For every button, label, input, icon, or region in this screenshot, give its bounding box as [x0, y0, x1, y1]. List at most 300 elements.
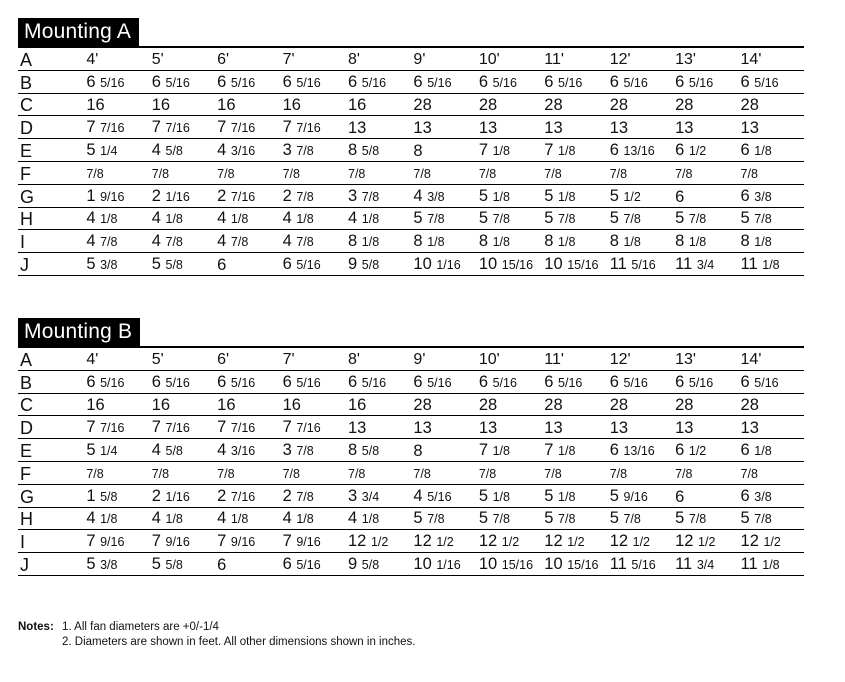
table-cell: 10 15/16: [544, 254, 599, 273]
table-cell: 6 5/16: [151, 372, 190, 391]
table-cell: 13: [544, 419, 563, 438]
fraction: 7/8: [754, 512, 772, 527]
fraction: 1/8: [492, 489, 510, 504]
table-cell: 3 3/4: [348, 486, 380, 505]
header-cell: 7': [282, 50, 295, 68]
fraction: 7/8: [478, 166, 497, 181]
table-cell: 2 7/16: [217, 486, 256, 505]
table-cell: 13: [740, 119, 759, 138]
fraction: 15/16: [567, 257, 599, 272]
table-cell: 28: [675, 396, 694, 415]
header-cell: 5': [151, 50, 164, 68]
fraction: 3/4: [696, 557, 715, 572]
table-cell: 8 1/8: [348, 232, 380, 251]
table-row: [18, 553, 804, 576]
table-row: [18, 371, 804, 394]
fraction: 7/8: [740, 466, 758, 481]
table-cell: 13: [740, 419, 759, 438]
table-cell: 28: [544, 96, 563, 115]
fraction: 3/8: [100, 257, 118, 272]
table-cell: 4 1/8: [151, 509, 183, 528]
fraction: 1/8: [754, 235, 772, 250]
header-cell: 9': [413, 50, 426, 68]
table-cell: 13: [675, 419, 694, 438]
table-cell: 5 7/8: [675, 509, 707, 528]
table-cell: 6 5/16: [478, 372, 517, 391]
table-row: [18, 416, 804, 439]
table-row: [18, 116, 804, 139]
table-row: [18, 94, 804, 117]
table-cell: 6: [217, 255, 227, 274]
fraction: 7/8: [688, 212, 707, 227]
table-cell: 28: [413, 396, 432, 415]
fraction: 5/8: [361, 443, 380, 458]
fraction: 7/8: [296, 143, 314, 158]
fraction: 9/16: [296, 535, 321, 550]
table-cell: [150, 463, 215, 484]
table-cell: 12 1/2: [478, 532, 520, 551]
table-cell: 7 7/16: [151, 118, 190, 137]
notes-label: Notes:: [18, 621, 54, 633]
fraction: 7/8: [492, 512, 510, 527]
row-label: H: [20, 509, 33, 530]
fraction: 5/16: [361, 375, 387, 390]
table-cell: 6 5/16: [740, 72, 779, 91]
fraction: 7/8: [348, 466, 366, 481]
table-cell: [215, 463, 280, 484]
fraction: 1/8: [558, 443, 576, 458]
table-cell: 16: [348, 396, 367, 415]
row-label: D: [20, 418, 33, 439]
fraction: 5/8: [165, 257, 183, 272]
fraction: 7/8: [296, 235, 314, 250]
fraction: 7/8: [100, 235, 118, 250]
header-cell: 12': [609, 50, 631, 68]
table-cell: [542, 163, 607, 184]
table-cell: 6 5/16: [544, 372, 583, 391]
fraction: 1/8: [427, 235, 445, 250]
table-cell: 7 7/16: [282, 418, 321, 437]
fraction: 7/8: [282, 466, 300, 481]
table-cell: 16: [86, 96, 105, 115]
note-1: 1. All fan diameters are +0/-1/4: [62, 621, 219, 633]
fraction: 7/16: [230, 489, 256, 504]
fraction: 7/8: [86, 166, 104, 181]
table-cell: 6 5/16: [675, 72, 714, 91]
fraction: 5/16: [558, 375, 583, 390]
fraction: 3/4: [361, 489, 380, 504]
table-row: [18, 462, 804, 485]
row-label: A: [20, 49, 33, 70]
header-cell: 6': [217, 350, 230, 368]
table-cell: 16: [151, 96, 171, 115]
fraction: 5/16: [296, 557, 321, 572]
fraction: 1/8: [165, 512, 183, 527]
table-cell: 2 7/16: [217, 186, 256, 205]
fraction: 7/8: [296, 443, 314, 458]
table-cell: 16: [217, 96, 236, 115]
table-cell: 3 7/8: [282, 440, 314, 459]
fraction: 1/8: [754, 143, 772, 158]
header-cell: 7': [282, 350, 295, 368]
table-cell: 5 1/8: [544, 486, 576, 505]
table-cell: 5 1/4: [86, 140, 118, 159]
fraction: 7/8: [740, 166, 758, 181]
fraction: 1/4: [100, 443, 118, 458]
fraction: 5/16: [100, 375, 125, 390]
table-cell: 4 1/8: [348, 509, 380, 528]
table-cell: 6 5/16: [282, 554, 321, 573]
fraction: 7/8: [361, 189, 380, 204]
fraction: 3/8: [427, 189, 445, 204]
table-cell: 6 5/16: [217, 72, 256, 91]
table-cell: 4 1/8: [217, 509, 249, 528]
table-cell: 4 1/8: [217, 209, 249, 228]
table-cell: 28: [478, 96, 498, 115]
fraction: 3/16: [230, 443, 256, 458]
fraction: 7/8: [296, 189, 314, 204]
header-cell: 9': [413, 350, 426, 368]
table-cell: 5 3/8: [86, 554, 118, 573]
table-cell: 5 1/8: [544, 186, 576, 205]
table-cell: 5 7/8: [609, 209, 641, 228]
table-cell: 6 1/2: [675, 440, 707, 459]
fraction: 7/8: [544, 466, 562, 481]
table-cell: 28: [675, 96, 694, 115]
table-cell: 8 1/8: [740, 232, 772, 251]
table-cell: 5 7/8: [544, 209, 576, 228]
row-label: I: [20, 532, 26, 553]
header-cell: 14': [740, 50, 762, 68]
table-cell: 5 1/2: [609, 186, 641, 205]
fraction: 1/8: [492, 235, 510, 250]
table-cell: 12 1/2: [675, 532, 716, 551]
table-cell: 13: [478, 419, 498, 438]
table-row: [18, 439, 804, 462]
table-row: [18, 394, 804, 417]
header-cell: 11': [544, 50, 564, 68]
table-cell: 5 7/8: [740, 209, 772, 228]
row-label: J: [20, 254, 29, 275]
table-cell: 6 3/8: [740, 486, 772, 505]
fraction: 9/16: [165, 535, 190, 550]
table-cell: 8: [413, 441, 423, 460]
row-label: C: [20, 395, 33, 416]
table-cell: 6 5/16: [348, 372, 387, 391]
table-cell: 2 7/8: [282, 186, 314, 205]
table-cell: [411, 463, 476, 484]
table-cell: 13: [675, 119, 694, 138]
table-cell: 8 1/8: [609, 232, 641, 251]
fraction: 1/8: [762, 557, 780, 572]
table-cell: 5 1/4: [86, 440, 118, 459]
table-cell: 6 5/16: [609, 72, 648, 91]
fraction: 5/16: [427, 75, 452, 90]
table-cell: 12 1/2: [609, 532, 651, 551]
table-cell: 11 3/4: [675, 254, 715, 273]
fraction: 5/8: [361, 557, 380, 572]
fraction: 1/8: [492, 143, 510, 158]
fraction: 1/8: [688, 235, 707, 250]
fraction: 1/8: [100, 512, 118, 527]
fraction: 3/8: [754, 489, 772, 504]
fraction: 5/16: [230, 75, 256, 90]
fraction: 1/8: [492, 443, 510, 458]
fraction: 7/16: [230, 121, 256, 136]
table-cell: 6 5/16: [282, 72, 321, 91]
row-label: G: [20, 486, 35, 507]
fraction: 1/8: [361, 212, 380, 227]
table-cell: 9 5/8: [348, 254, 380, 273]
table-cell: 28: [478, 396, 498, 415]
table-cell: 7 7/16: [86, 118, 125, 137]
header-cell: 8': [348, 350, 360, 368]
row-label: J: [20, 554, 29, 575]
fraction: 3/8: [100, 557, 118, 572]
table-cell: 10 15/16: [544, 554, 599, 573]
fraction: 1/16: [436, 557, 461, 572]
fraction: 7/8: [478, 466, 497, 481]
table-cell: 4 1/8: [86, 209, 118, 228]
table-row: [18, 71, 804, 94]
table-cell: 6 5/16: [151, 72, 190, 91]
row-label: F: [20, 463, 31, 484]
fraction: 1/2: [567, 535, 585, 550]
table-cell: 6: [217, 555, 227, 574]
fraction: 5/16: [100, 75, 125, 90]
fraction: 7/8: [675, 466, 693, 481]
fraction: 15/16: [501, 257, 534, 272]
table-cell: 5 7/8: [413, 509, 445, 528]
row-label: D: [20, 118, 33, 139]
fraction: 1/8: [230, 212, 249, 227]
fraction: 5/16: [296, 375, 321, 390]
fraction: 7/8: [623, 512, 641, 527]
fraction: 1/8: [296, 212, 314, 227]
table-cell: 4 1/8: [282, 209, 314, 228]
table-cell: 4 5/8: [151, 440, 183, 459]
fraction: 5/16: [754, 75, 779, 90]
mounting-a-title: Mounting A: [18, 18, 139, 46]
fraction: 1/2: [436, 535, 454, 550]
table-cell: 7 9/16: [151, 532, 190, 551]
table-cell: 6 5/16: [413, 372, 452, 391]
mounting-b-table: [18, 346, 804, 576]
header-cell: 12': [609, 350, 631, 368]
fraction: 3/16: [230, 143, 256, 158]
fraction: 7/8: [609, 166, 628, 181]
table-cell: 4 3/16: [217, 140, 256, 159]
table-cell: 6 5/16: [413, 72, 452, 91]
fraction: 1/2: [763, 535, 781, 550]
fraction: 7/16: [296, 421, 321, 436]
mounting-b-section: [18, 318, 804, 576]
fraction: 5/16: [165, 375, 190, 390]
fraction: 15/16: [501, 557, 534, 572]
table-cell: 8 1/8: [675, 232, 707, 251]
fraction: 1/2: [501, 535, 520, 550]
table-cell: 5 7/8: [478, 209, 510, 228]
table-cell: 5 3/8: [86, 254, 118, 273]
fraction: 5/8: [100, 489, 118, 504]
table-cell: 5 1/8: [478, 486, 510, 505]
table-cell: 8 5/8: [348, 140, 380, 159]
fraction: 1/2: [688, 143, 707, 158]
table-header-row: [18, 48, 804, 71]
table-cell: 6 1/8: [740, 440, 772, 459]
fraction: 13/16: [623, 143, 655, 158]
fraction: 7/8: [230, 235, 249, 250]
header-cell: 4': [86, 50, 99, 68]
row-label: B: [20, 72, 33, 93]
table-cell: 2 7/8: [282, 486, 314, 505]
fraction: 5/16: [296, 75, 321, 90]
fraction: 5/16: [623, 375, 648, 390]
fraction: 5/8: [361, 257, 380, 272]
table-cell: [84, 463, 149, 484]
table-cell: 5 1/8: [478, 186, 510, 205]
header-cell: 13': [675, 350, 696, 368]
fraction: 5/16: [688, 375, 714, 390]
table-cell: [215, 163, 280, 184]
table-cell: 6 5/16: [740, 372, 779, 391]
header-cell: 5': [151, 350, 164, 368]
table-cell: 6 5/16: [348, 72, 387, 91]
fraction: 5/16: [492, 375, 517, 390]
row-label: F: [20, 163, 31, 184]
table-cell: 12 1/2: [413, 532, 454, 551]
fraction: 7/8: [282, 166, 300, 181]
row-label: B: [20, 372, 33, 393]
fraction: 5/16: [427, 489, 452, 504]
table-cell: [739, 163, 804, 184]
table-cell: 6 13/16: [609, 140, 655, 159]
fraction: 5/16: [631, 257, 656, 272]
table-cell: 3 7/8: [348, 186, 380, 205]
fraction: 1/2: [370, 535, 389, 550]
fraction: 5/16: [361, 75, 387, 90]
fraction: 7/8: [427, 512, 445, 527]
table-cell: [150, 163, 215, 184]
table-cell: 12 1/2: [348, 532, 389, 551]
table-cell: 12 1/2: [544, 532, 585, 551]
table-cell: 16: [282, 396, 301, 415]
table-cell: 4 7/8: [86, 232, 118, 251]
fraction: 1/8: [165, 212, 183, 227]
fraction: 9/16: [100, 535, 125, 550]
table-cell: 1 9/16: [86, 186, 125, 205]
fraction: 13/16: [623, 443, 655, 458]
fraction: 7/8: [413, 466, 431, 481]
fraction: 7/8: [427, 212, 445, 227]
table-cell: 1 5/8: [86, 486, 118, 505]
fraction: 7/8: [217, 166, 235, 181]
note-2: 2. Diameters are shown in feet. All other dimensions shown in inches.: [62, 636, 416, 648]
fraction: 1/8: [558, 189, 576, 204]
row-label: E: [20, 140, 33, 161]
table-cell: 4 5/8: [151, 140, 183, 159]
fraction: 7/16: [230, 189, 256, 204]
table-cell: 7 9/16: [217, 532, 256, 551]
table-cell: 5 7/8: [740, 509, 772, 528]
table-cell: 28: [609, 96, 629, 115]
fraction: 5/8: [165, 557, 183, 572]
fraction: 1/8: [492, 189, 510, 204]
table-row: [18, 253, 804, 276]
table-cell: [673, 163, 738, 184]
fraction: 7/16: [165, 121, 190, 136]
table-cell: 4 7/8: [217, 232, 249, 251]
table-cell: 16: [282, 96, 301, 115]
table-cell: 9 5/8: [348, 554, 380, 573]
table-cell: 7 7/16: [86, 418, 125, 437]
table-cell: 28: [544, 396, 563, 415]
table-row: [18, 208, 804, 231]
table-cell: 7 1/8: [544, 140, 576, 159]
table-cell: 28: [413, 96, 432, 115]
mounting-b-title: Mounting B: [18, 318, 140, 346]
notes-block: [18, 620, 416, 650]
fraction: 5/8: [165, 443, 183, 458]
table-cell: 13: [348, 119, 367, 138]
fraction: 1/16: [165, 189, 190, 204]
table-cell: 4 7/8: [282, 232, 314, 251]
table-cell: 6: [675, 187, 685, 206]
fraction: 7/8: [165, 235, 183, 250]
fraction: 9/16: [230, 535, 256, 550]
table-cell: 5 5/8: [151, 554, 183, 573]
table-cell: [608, 163, 673, 184]
fraction: 1/8: [558, 489, 576, 504]
table-cell: 5 7/8: [675, 209, 707, 228]
fraction: 1/8: [296, 512, 314, 527]
fraction: 15/16: [567, 557, 599, 572]
table-cell: 13: [609, 119, 629, 138]
table-cell: 5 7/8: [413, 209, 445, 228]
table-cell: 6 5/16: [544, 72, 583, 91]
table-cell: 16: [151, 396, 171, 415]
table-cell: 5 5/8: [151, 254, 183, 273]
fraction: 1/16: [436, 257, 461, 272]
table-cell: [281, 163, 346, 184]
table-header-row: [18, 348, 804, 371]
table-cell: [346, 463, 411, 484]
table-cell: 4 3/8: [413, 186, 445, 205]
table-cell: 4 5/16: [413, 486, 452, 505]
table-cell: 5 7/8: [544, 509, 576, 528]
table-cell: 13: [478, 119, 498, 138]
table-cell: 13: [544, 119, 563, 138]
table-cell: [673, 463, 738, 484]
fraction: 1/8: [754, 443, 772, 458]
fraction: 1/2: [698, 535, 716, 550]
table-cell: [281, 463, 346, 484]
table-cell: 2 1/16: [151, 186, 190, 205]
fraction: 7/8: [492, 212, 510, 227]
table-cell: 13: [413, 119, 432, 138]
fraction: 7/16: [100, 121, 125, 136]
table-cell: 16: [217, 396, 236, 415]
fraction: 1/8: [623, 235, 641, 250]
table-cell: [542, 463, 607, 484]
table-cell: [346, 163, 411, 184]
table-cell: 4 1/8: [151, 209, 183, 228]
header-cell: 14': [740, 350, 762, 368]
fraction: 7/8: [86, 466, 104, 481]
header-cell: 10': [478, 50, 500, 68]
fraction: 1/8: [762, 257, 780, 272]
fraction: 7/8: [558, 512, 576, 527]
